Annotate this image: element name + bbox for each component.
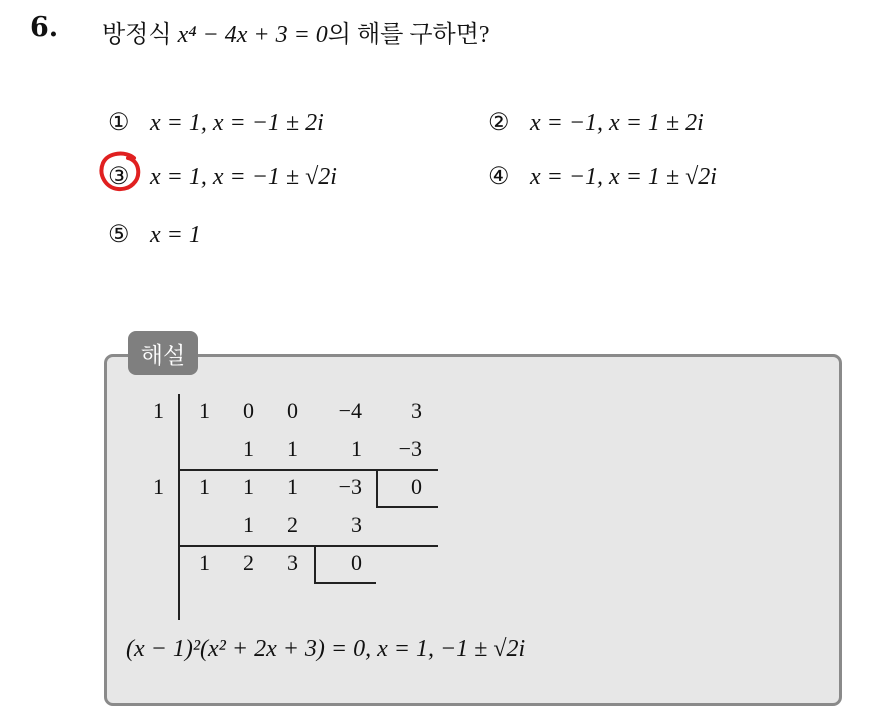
- option-5-text: x = 1: [150, 222, 201, 248]
- final-equation-text: (x − 1)²(x² + 2x + 3) = 0, x = 1, −1 ± √2i: [126, 636, 526, 662]
- remainder-box-2-left: [314, 545, 316, 583]
- option-1-mark: ①: [108, 110, 130, 136]
- solution-badge: 해설: [128, 331, 198, 375]
- option-1[interactable]: [108, 108, 324, 137]
- question-number: 6.: [30, 12, 59, 43]
- option-3-mark: ③: [108, 164, 130, 190]
- question-equation: x⁴ − 4x + 3 = 0: [177, 22, 328, 48]
- r4-c2: 1: [243, 512, 254, 537]
- option-2-mark: ②: [488, 110, 510, 136]
- question-suffix: 의 해를 구하면?: [327, 22, 490, 48]
- r5-c2: 2: [243, 550, 254, 575]
- solution-final-equation: [126, 636, 525, 663]
- r2-c5: −3: [398, 436, 422, 461]
- r1-c4: −4: [338, 398, 362, 423]
- r3-c3: 1: [287, 474, 298, 499]
- option-4-mark: ④: [488, 164, 510, 190]
- divisor-2: 1: [153, 474, 164, 499]
- answer-circle-mark: [98, 150, 144, 194]
- remainder-box-1-left: [376, 469, 378, 507]
- option-2-text: x = −1, x = 1 ± 2i: [530, 110, 704, 136]
- question-prefix: 방정식: [102, 22, 172, 48]
- division-vertical-line: [178, 394, 180, 620]
- r4-c4: 3: [351, 512, 362, 537]
- option-2[interactable]: [488, 108, 704, 137]
- division-rule-2: [178, 545, 438, 547]
- division-rule-1: [178, 469, 438, 471]
- remainder-box-2-bottom: [314, 582, 376, 584]
- r5-c1: 1: [199, 550, 210, 575]
- r3-c4: −3: [338, 474, 362, 499]
- option-5-mark: ⑤: [108, 222, 130, 248]
- r1-c3: 0: [287, 398, 298, 423]
- r5-c4: 0: [351, 550, 362, 575]
- r3-c5: 0: [411, 474, 422, 499]
- r5-c3: 3: [287, 550, 298, 575]
- remainder-box-1-bottom: [376, 506, 438, 508]
- r1-c1: 1: [199, 398, 210, 423]
- option-5[interactable]: [108, 220, 201, 249]
- question-text: [102, 14, 490, 49]
- r1-c5: 3: [411, 398, 422, 423]
- r1-c2: 0: [243, 398, 254, 423]
- divisor-1: 1: [153, 398, 164, 423]
- r3-c2: 1: [243, 474, 254, 499]
- option-1-text: x = 1, x = −1 ± 2i: [150, 110, 324, 136]
- r3-c1: 1: [199, 474, 210, 499]
- option-4-text: x = −1, x = 1 ± √2i: [530, 164, 717, 190]
- r4-c3: 2: [287, 512, 298, 537]
- r2-c4: 1: [351, 436, 362, 461]
- r2-c3: 1: [287, 436, 298, 461]
- option-3-text: x = 1, x = −1 ± √2i: [150, 164, 337, 190]
- option-4[interactable]: [488, 162, 717, 191]
- r2-c2: 1: [243, 436, 254, 461]
